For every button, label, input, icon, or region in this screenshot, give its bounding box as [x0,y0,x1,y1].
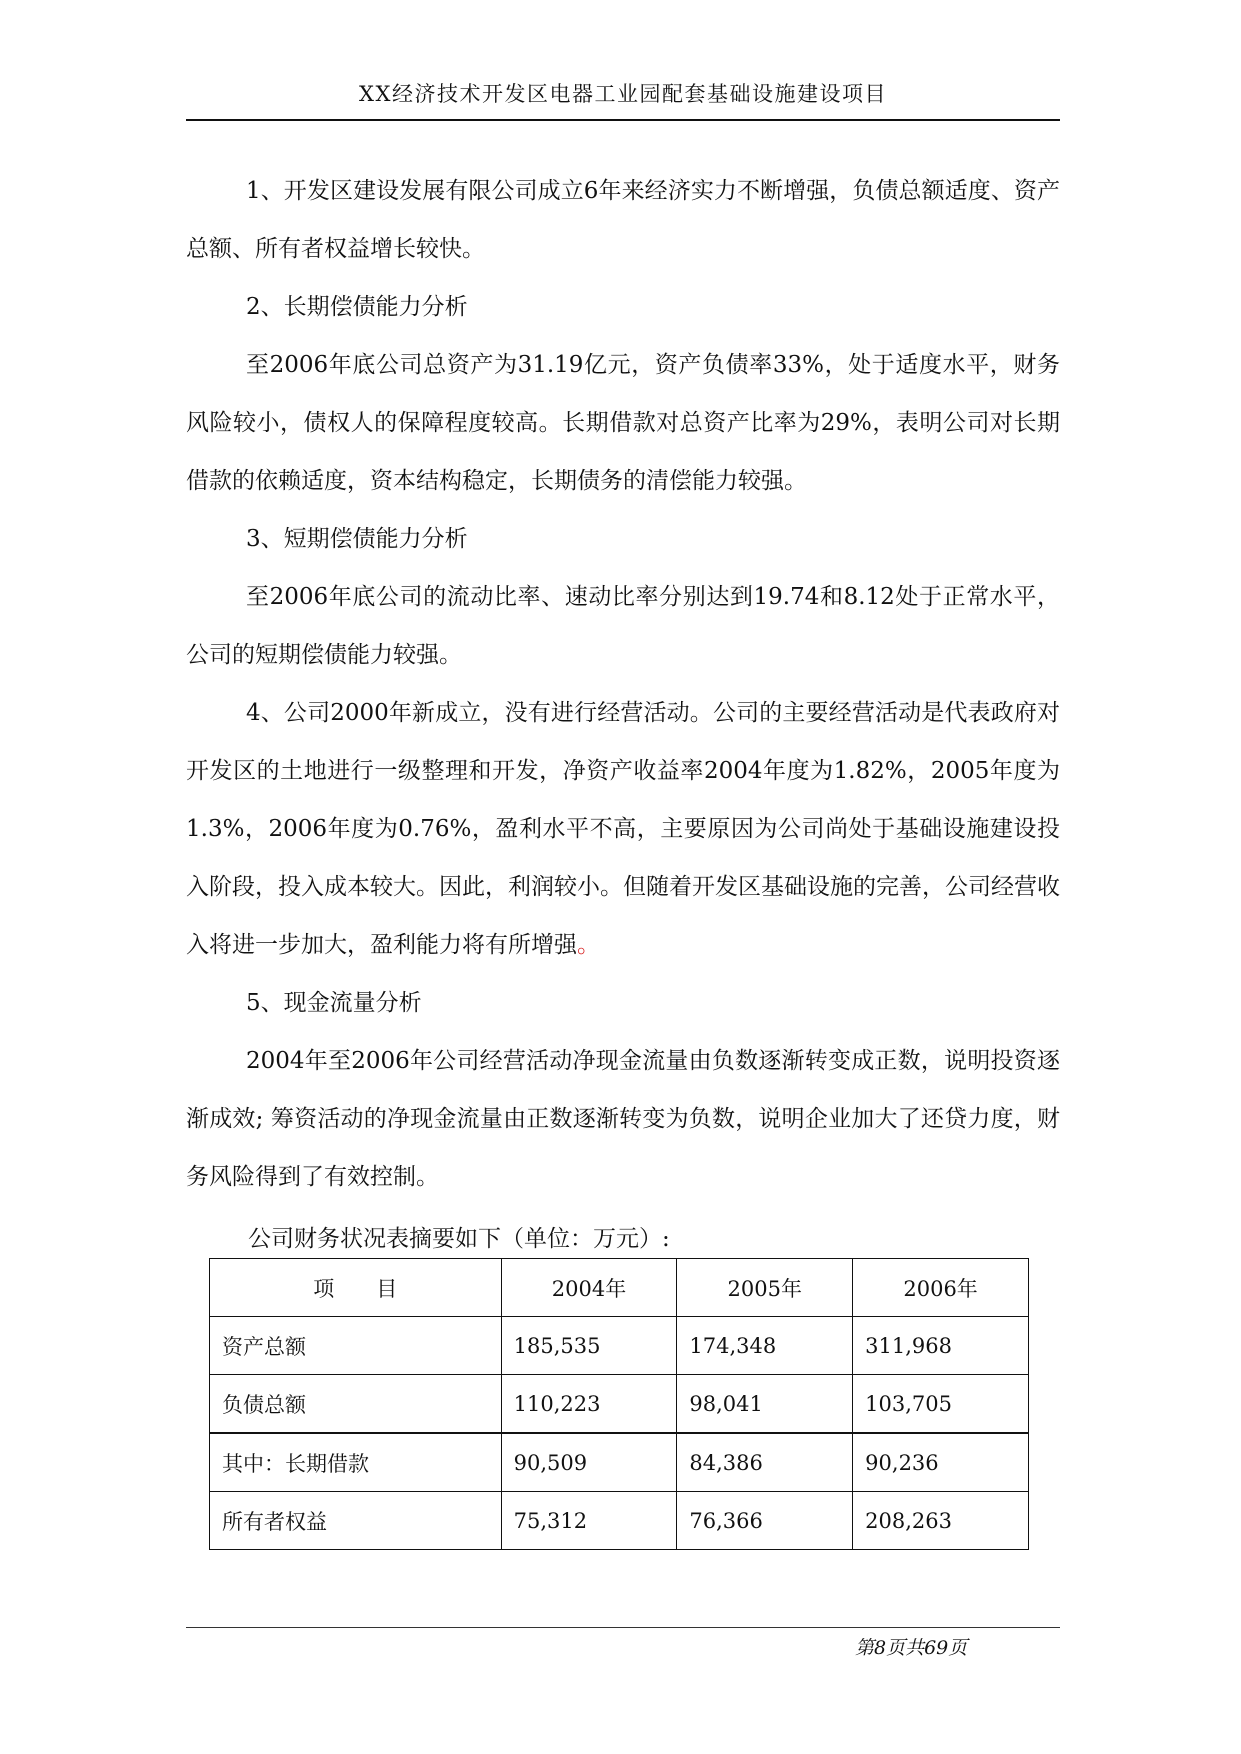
table-cell: 76,366 [677,1492,853,1550]
paragraph-4-text: 4、公司2000年新成立，没有进行经营活动。公司的主要经营活动是代表政府对开发区的土地进行一级整理和开发，净资产收益率2004年度为1.82%，2005年度为1.3%，2006年度为0.76%，盈利水平不高，主要原因为公司尚处于基础设施建设投入阶段，投入成本较大。因此，利润较小。但随着开发区基础设施的完善，公司经营收入将进一步加大，盈利能力将有所增强 [186,700,1060,958]
row-label: 所有者权益 [210,1492,502,1550]
section-heading-2: 2、长期偿债能力分析 [246,294,468,320]
table-cell: 185,535 [501,1317,677,1375]
table-cell: 311,968 [853,1317,1029,1375]
paragraph-1: 1、开发区建设发展有限公司成立6年来经济实力不断增强，负债总额适度、资产总额、所有者权益增长较快。 [186,178,1060,262]
page-header-title: XX经济技术开发区电器工业园配套基础设施建设项目 [359,82,887,106]
page-number: 第8页共69页 [855,1637,968,1659]
table-cell: 75,312 [501,1492,677,1550]
table-cell: 84,386 [677,1433,853,1492]
paragraph-short-term-debt: 至2006年底公司的流动比率、速动比率分别达到19.74和8.12处于正常水平，公司的短期偿债能力较强。 [186,584,1060,668]
table-cell: 174,348 [677,1317,853,1375]
header-cell-item: 项 目 [210,1259,502,1317]
section-heading-5: 5、现金流量分析 [246,990,422,1016]
table-row [210,1433,1029,1492]
header-cell-2005: 2005年 [677,1259,853,1317]
table-cell: 90,236 [853,1433,1029,1492]
row-label: 资产总额 [210,1317,502,1375]
section-heading-3: 3、短期偿债能力分析 [246,526,468,552]
row-label: 其中：长期借款 [210,1433,502,1492]
paragraph-4 [186,684,1060,974]
table-header-row [210,1259,1029,1317]
financial-summary-table [209,1258,1029,1550]
table-cell: 90,509 [501,1433,677,1492]
header-cell-2006: 2006年 [853,1259,1029,1317]
table-cell: 110,223 [501,1375,677,1434]
document-body [186,162,1060,1206]
table-row [210,1317,1029,1375]
table-row [210,1492,1029,1550]
paragraph-long-term-debt: 至2006年底公司总资产为31.19亿元，资产负债率33%，处于适度水平，财务风险较小，债权人的保障程度较高。长期借款对总资产比率为29%，表明公司对长期借款的依赖适度，资本结构稳定，长期债务的清偿能力较强。 [186,352,1060,494]
red-period-mark: 。 [577,932,600,958]
table-cell: 98,041 [677,1375,853,1434]
footer-divider [186,1627,1060,1628]
row-label: 负债总额 [210,1375,502,1434]
table-caption: 公司财务状况表摘要如下（单位：万元）: [248,1226,670,1252]
table-cell: 208,263 [853,1492,1029,1550]
table-row [210,1375,1029,1434]
table-cell: 103,705 [853,1375,1029,1434]
header-cell-2004: 2004年 [501,1259,677,1317]
paragraph-cash-flow: 2004年至2006年公司经营活动净现金流量由负数逐渐转变成正数，说明投资逐渐成效; 筹资活动的净现金流量由正数逐渐转变为负数，说明企业加大了还贷力度，财务风险得到了有效控制。 [186,1048,1060,1190]
header-divider [186,119,1060,121]
